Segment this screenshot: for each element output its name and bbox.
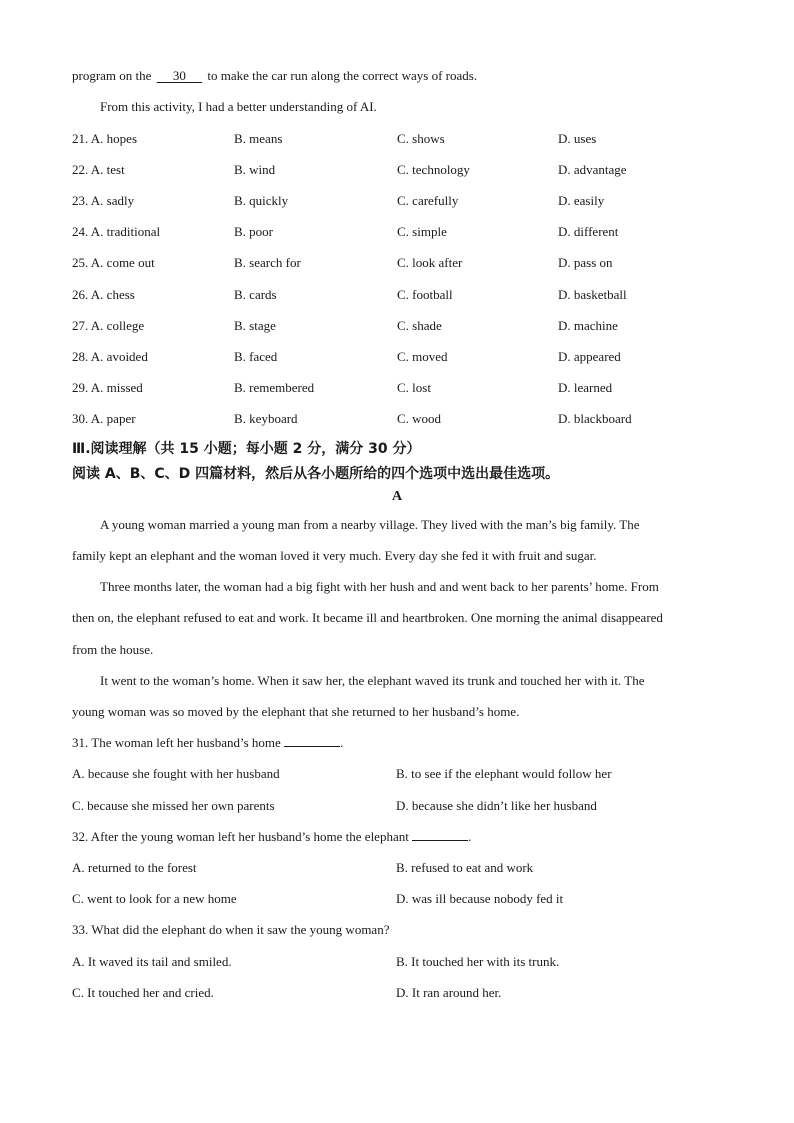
option-b[interactable]: B. stage — [234, 318, 276, 333]
option-d[interactable]: D. machine — [558, 318, 618, 333]
passage-line: family kept an elephant and the woman loved it very much. Every day she fed it with fruit and sugar. — [72, 548, 597, 563]
question-31-options-row-2 — [72, 798, 732, 816]
question-stem: 32. After the young woman left her husband’s home the elephant — [72, 829, 409, 844]
option-d[interactable]: D. blackboard — [558, 411, 632, 426]
option-row-25 — [72, 255, 732, 273]
option-c[interactable]: C. went to look for a new home — [72, 891, 237, 906]
option-b[interactable]: B. means — [234, 131, 283, 146]
option-row-28 — [72, 349, 732, 367]
option-a[interactable]: 29. A. missed — [72, 380, 143, 395]
option-b[interactable]: B. It touched her with its trunk. — [396, 954, 560, 969]
option-a[interactable]: A. returned to the forest — [72, 860, 197, 875]
option-row-24 — [72, 224, 732, 242]
option-a[interactable]: 25. A. come out — [72, 255, 155, 270]
option-a[interactable]: 27. A. college — [72, 318, 145, 333]
passage-line: A young woman married a young man from a nearby village. They lived with the man’s big family. The — [100, 517, 640, 532]
option-c[interactable]: C. look after — [397, 255, 463, 270]
option-row-21 — [72, 131, 732, 149]
option-a[interactable]: 30. A. paper — [72, 411, 136, 426]
option-d[interactable]: D. because she didn’t like her husband — [396, 798, 597, 813]
option-d[interactable]: D. basketball — [558, 287, 627, 302]
option-a[interactable]: 21. A. hopes — [72, 131, 137, 146]
option-a[interactable]: A. because she fought with her husband — [72, 766, 280, 781]
question-32-options-row-1 — [72, 860, 732, 878]
intro-line-1-before: program on the — [72, 68, 155, 83]
option-b[interactable]: B. wind — [234, 162, 276, 177]
option-c[interactable]: C. It touched her and cried. — [72, 985, 214, 1000]
option-c[interactable]: C. wood — [397, 411, 442, 426]
option-c[interactable]: C. moved — [397, 349, 448, 364]
question-33-options-row-2 — [72, 985, 732, 1003]
passage-line: It went to the woman’s home. When it saw her, the elephant waved its trunk and touched her with it. The — [100, 673, 645, 688]
answer-blank — [412, 829, 468, 841]
question-stem: 31. The woman left her husband’s home — [72, 735, 281, 750]
option-row-29 — [72, 380, 732, 398]
option-a[interactable]: A. It waved its tail and smiled. — [72, 954, 232, 969]
option-d[interactable]: D. appeared — [558, 349, 621, 364]
intro-line-2: From this activity, I had a better understanding of AI. — [100, 99, 377, 114]
option-c[interactable]: C. shows — [397, 131, 445, 146]
intro-line-1 — [72, 68, 477, 84]
question-33-options-row-1 — [72, 954, 732, 972]
section-title: Ⅲ.阅读理解（共 15 小题；每小题 2 分，满分 30 分） — [72, 441, 421, 457]
intro-line-1-after: to make the car run along the correct ways of roads. — [204, 68, 478, 83]
passage-line: from the house. — [72, 642, 154, 657]
option-c[interactable]: C. simple — [397, 224, 447, 239]
option-c[interactable]: C. because she missed her own parents — [72, 798, 275, 813]
option-c[interactable]: C. carefully — [397, 193, 459, 208]
option-d[interactable]: D. easily — [558, 193, 605, 208]
option-c[interactable]: C. technology — [397, 162, 470, 177]
answer-blank — [284, 735, 340, 747]
option-row-27 — [72, 318, 732, 336]
option-d[interactable]: D. different — [558, 224, 619, 239]
passage-line: then on, the elephant refused to eat and work. It became ill and heartbroken. One morning the animal disappeared — [72, 610, 663, 625]
option-b[interactable]: B. faced — [234, 349, 278, 364]
blank-30: 30 — [172, 68, 186, 83]
option-a[interactable]: 23. A. sadly — [72, 193, 135, 208]
question-32-options-row-2 — [72, 891, 732, 909]
option-d[interactable]: D. advantage — [558, 162, 627, 177]
question-31: 31. The woman left her husband’s home . — [72, 735, 344, 750]
option-c[interactable]: C. lost — [397, 380, 431, 395]
option-a[interactable]: 28. A. avoided — [72, 349, 148, 364]
passage-line: Three months later, the woman had a big fight with her hush and and went back to her parents’ home. From — [100, 579, 659, 594]
option-d[interactable]: D. was ill because nobody fed it — [396, 891, 564, 906]
option-b[interactable]: B. to see if the elephant would follow her — [396, 766, 612, 781]
option-row-22 — [72, 162, 732, 180]
option-a[interactable]: 26. A. chess — [72, 287, 135, 302]
option-b[interactable]: B. remembered — [234, 380, 315, 395]
passage-line: young woman was so moved by the elephant that she returned to her husband’s home. — [72, 704, 520, 719]
option-b[interactable]: B. quickly — [234, 193, 289, 208]
question-32: 32. After the young woman left her husband’s home the elephant . — [72, 829, 472, 844]
option-b[interactable]: B. poor — [234, 224, 273, 239]
question-31-options-row-1 — [72, 766, 732, 784]
option-row-30 — [72, 411, 732, 429]
option-c[interactable]: C. shade — [397, 318, 442, 333]
section-instruction: 阅读 A、B、C、D 四篇材料，然后从各小题所给的四个选项中选出最佳选项。 — [72, 466, 560, 482]
option-a[interactable]: 24. A. traditional — [72, 224, 161, 239]
option-d[interactable]: D. learned — [558, 380, 613, 395]
option-c[interactable]: C. football — [397, 287, 453, 302]
option-b[interactable]: B. keyboard — [234, 411, 298, 426]
option-b[interactable]: B. search for — [234, 255, 301, 270]
option-d[interactable]: D. pass on — [558, 255, 613, 270]
passage-letter: A — [391, 489, 403, 504]
option-row-26 — [72, 287, 732, 305]
option-row-23 — [72, 193, 732, 211]
option-d[interactable]: D. It ran around her. — [396, 985, 502, 1000]
option-a[interactable]: 22. A. test — [72, 162, 125, 177]
option-d[interactable]: D. uses — [558, 131, 597, 146]
question-33: 33. What did the elephant do when it saw the young woman? — [72, 922, 390, 937]
option-b[interactable]: B. cards — [234, 287, 277, 302]
option-b[interactable]: B. refused to eat and work — [396, 860, 534, 875]
